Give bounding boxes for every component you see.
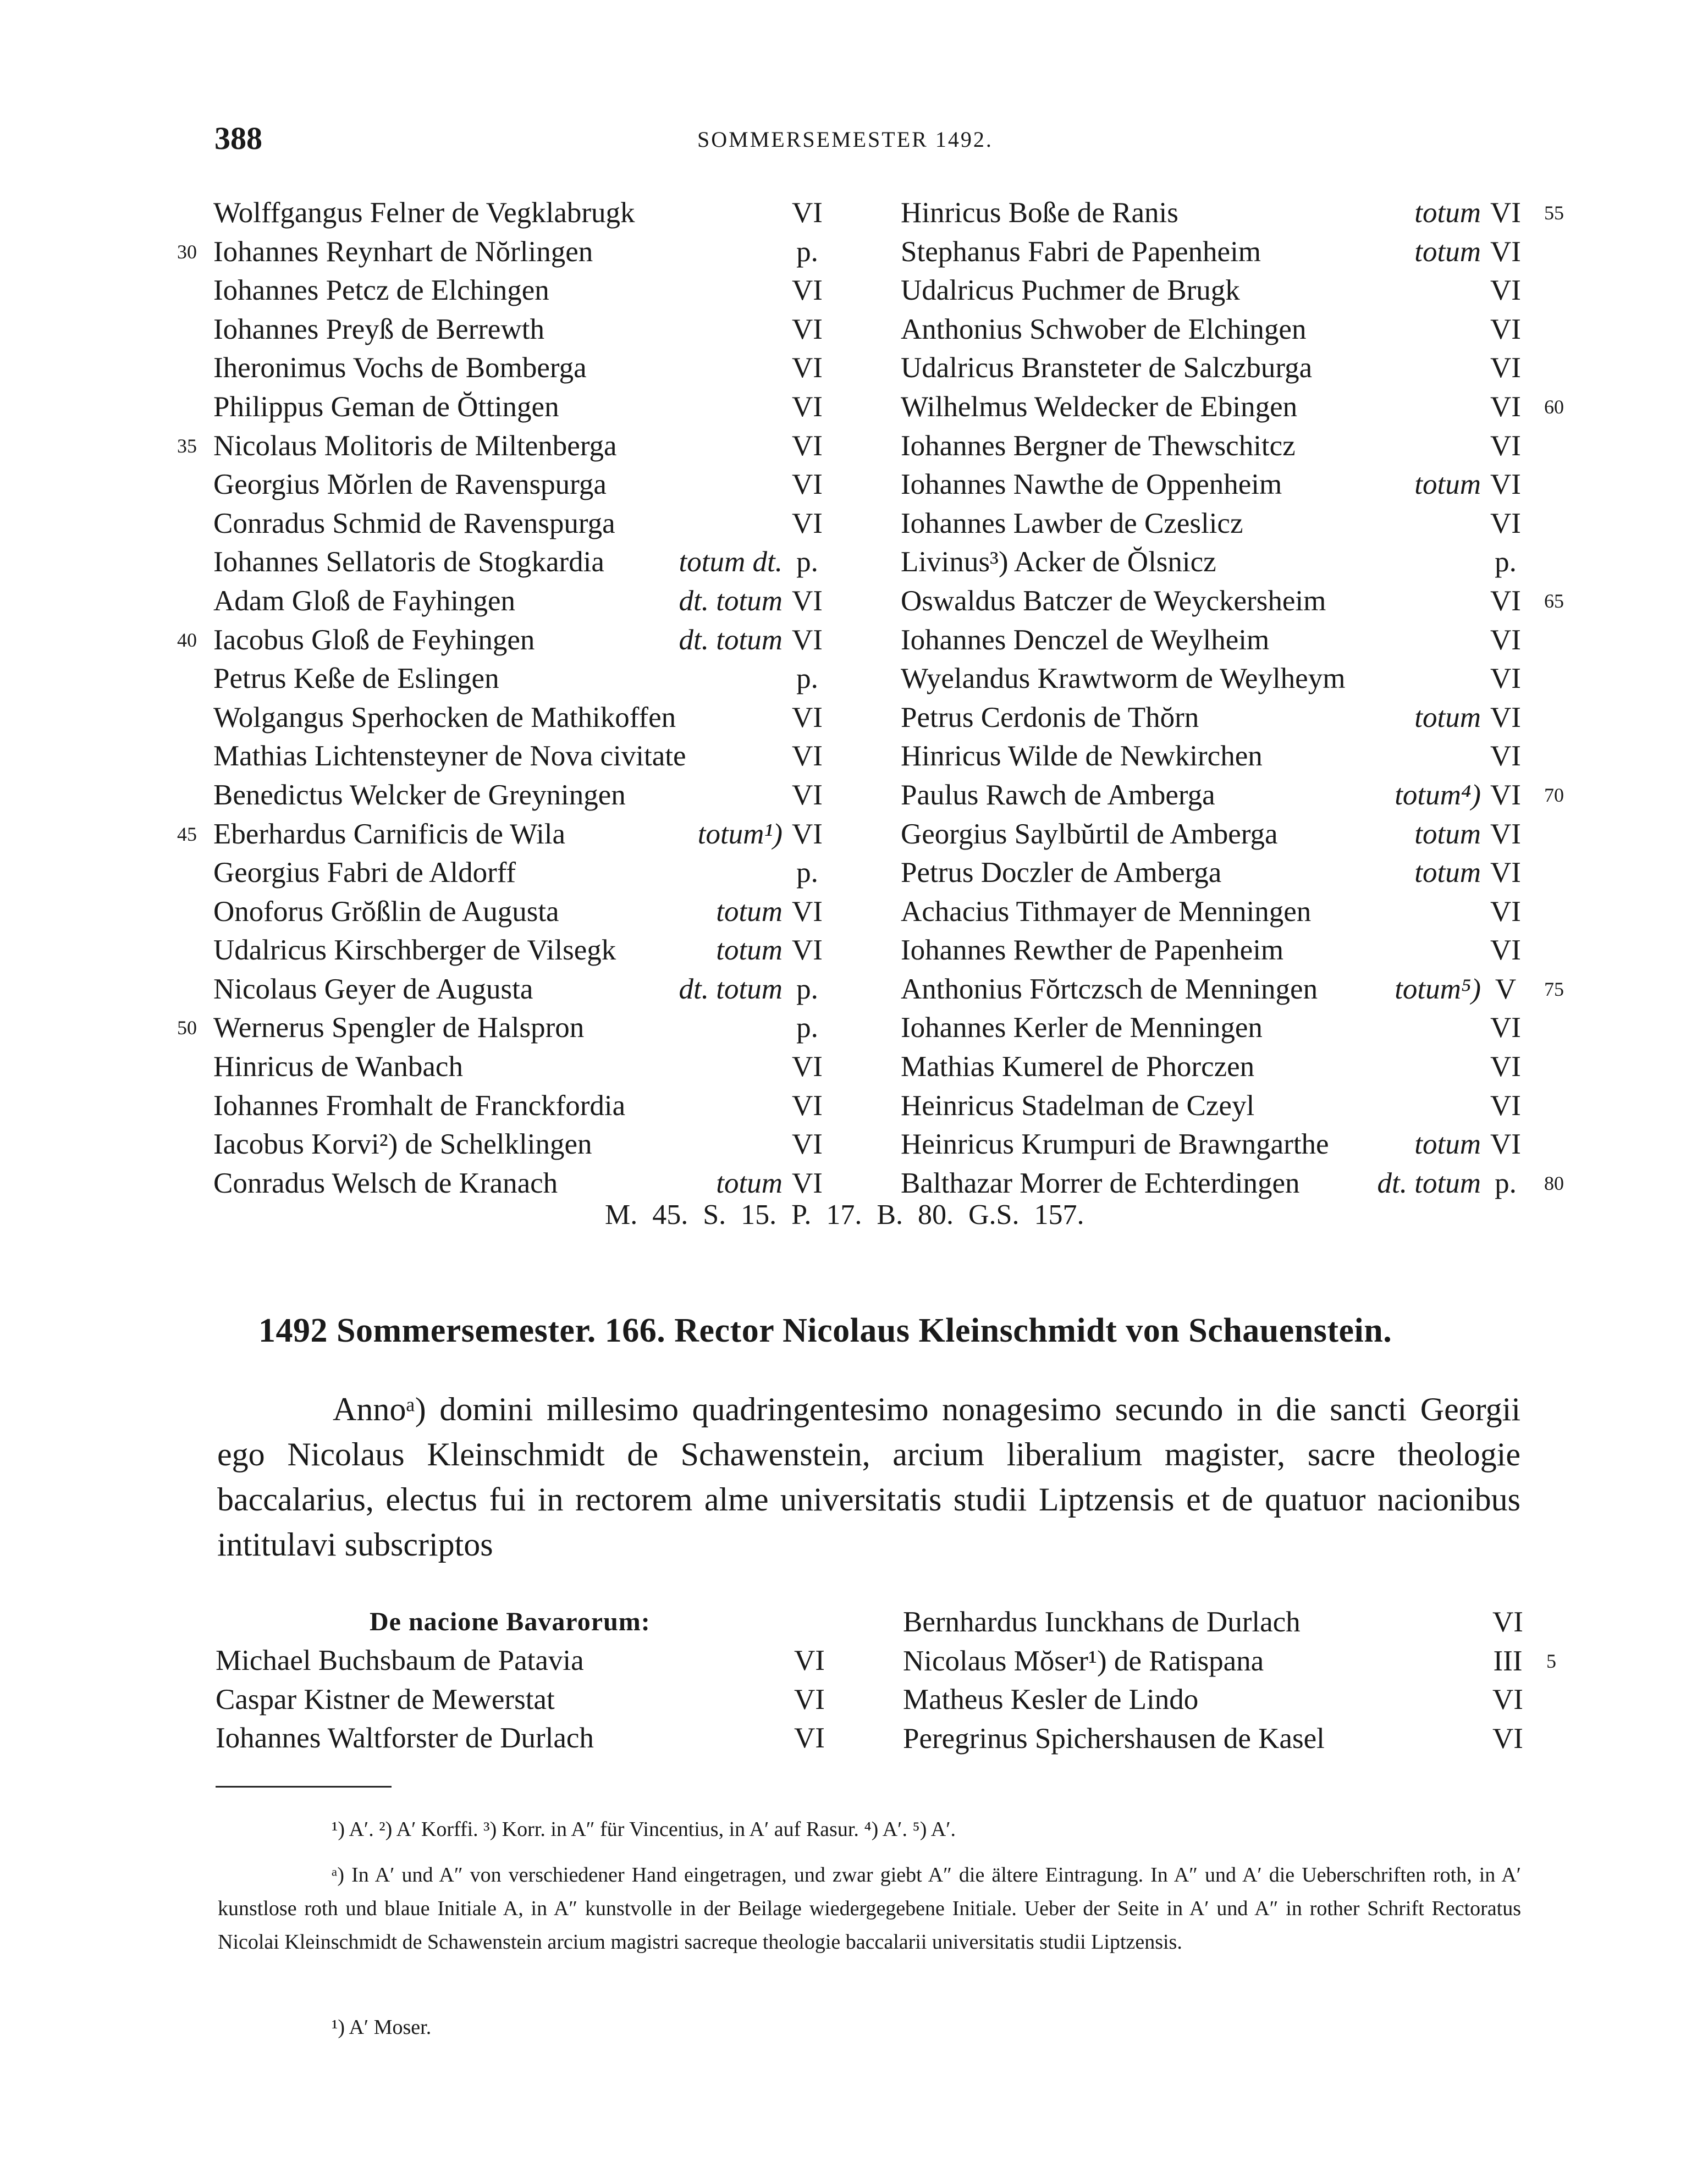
student-name: Georgius Mŏrlen de Ravenspurga — [213, 468, 607, 501]
payment-note: totum — [1414, 818, 1481, 850]
list-item — [903, 1642, 1556, 1681]
fee-value: VI — [792, 390, 823, 423]
fee-value: VI — [1490, 429, 1521, 462]
payment-note: dt. totum — [1377, 1167, 1481, 1199]
student-name: Paulus Rawch de Amberga — [901, 779, 1215, 811]
fee-value: VI — [792, 1167, 823, 1199]
payment-note: totum — [1414, 701, 1481, 733]
payment-note: totum — [716, 1167, 783, 1199]
line-number: 50 — [177, 1017, 197, 1039]
fee-value: VI — [1490, 895, 1521, 928]
fee-value: VI — [794, 1722, 825, 1755]
student-name: Benedictus Welcker de Greyningen — [213, 779, 626, 811]
student-name: Heinricus Krumpuri de Brawngarthe — [901, 1128, 1329, 1161]
student-name: Iohannes Bergner de Thewschitcz — [901, 429, 1296, 462]
list-item — [216, 1641, 831, 1680]
payment-note: totum — [1414, 1128, 1481, 1161]
list-item — [901, 465, 1528, 504]
fee-value: p. — [796, 973, 818, 1005]
fee-value: VI — [792, 274, 823, 307]
list-item — [213, 737, 829, 776]
footnote-second: ¹) A′ Moser. — [332, 2016, 432, 2039]
list-item — [213, 659, 829, 698]
list-item — [213, 1164, 829, 1203]
student-name: Philippus Geman de Ŏttingen — [213, 390, 559, 423]
fee-value: VI — [1490, 818, 1521, 850]
fee-value: VI — [1490, 663, 1521, 695]
list-item — [213, 853, 829, 892]
list-item — [213, 582, 829, 621]
student-name: Anthonius Schwober de Elchingen — [901, 313, 1307, 345]
list-item — [213, 388, 829, 427]
student-name: Iohannes Rewther de Papenheim — [901, 934, 1284, 967]
list-item — [213, 892, 829, 931]
list-item — [213, 1047, 829, 1086]
line-number: 65 — [1544, 589, 1564, 612]
list-item — [213, 465, 829, 504]
fee-value: VI — [1492, 1606, 1523, 1638]
fee-value: VI — [792, 779, 823, 811]
payment-note: totum — [1414, 468, 1481, 501]
student-name: Bernhardus Iunckhans de Durlach — [903, 1606, 1301, 1638]
fee-value: VI — [1490, 1051, 1521, 1083]
payment-note: totum — [716, 934, 783, 967]
list-item — [901, 233, 1528, 272]
student-name: Iohannes Petcz de Elchingen — [213, 274, 549, 307]
list-item — [901, 698, 1528, 737]
list-item — [216, 1719, 831, 1758]
list-item — [213, 698, 829, 737]
totals-summary: M. 45. S. 15. P. 17. B. 80. G.S. 157. — [605, 1199, 1084, 1231]
student-name: Mathias Lichtensteyner de Nova civitate — [213, 740, 686, 773]
payment-note: totum — [1414, 235, 1481, 268]
fee-value: VI — [792, 895, 823, 928]
footnote-a — [218, 1858, 1521, 1959]
list-item — [901, 853, 1528, 892]
list-item — [901, 349, 1528, 388]
payment-note: totum — [1414, 197, 1481, 229]
student-name: Wyelandus Krawtworm de Weylheym — [901, 663, 1346, 695]
fee-value: VI — [792, 1089, 823, 1122]
list-item — [213, 1086, 829, 1126]
list-item — [901, 1125, 1528, 1164]
student-name: Nicolaus Mŏser¹) de Ratispana — [903, 1645, 1264, 1677]
line-number: 70 — [1544, 784, 1564, 806]
student-name: Iohannes Fromhalt de Franckfordia — [213, 1089, 626, 1122]
fee-value: VI — [792, 197, 823, 229]
payment-note: totum — [716, 895, 783, 928]
student-name: Michael Buchsbaum de Patavia — [216, 1645, 584, 1676]
fee-value: VI — [1490, 1089, 1521, 1122]
fee-value: p. — [1495, 1167, 1517, 1199]
nation-heading: De nacione Bavarorum: — [370, 1607, 651, 1636]
fee-value: VI — [792, 818, 823, 850]
student-name: Iohannes Denczel de Weylheim — [901, 624, 1270, 656]
student-name: Udalricus Bransteter de Salczburga — [901, 352, 1313, 384]
fee-value: VI — [792, 1128, 823, 1161]
student-name: Iohannes Waltforster de Durlach — [216, 1722, 594, 1755]
student-name: Iacobus Korvi²) de Schelklingen — [213, 1128, 592, 1161]
nation-left-column — [216, 1603, 831, 1758]
list-right-column — [901, 194, 1564, 1203]
line-number: 75 — [1544, 978, 1564, 1000]
section-heading: 1492 Sommersemester. 166. Rector Nicolaus Kleinschmidt von Schauenstein. — [258, 1312, 1392, 1349]
list-item — [213, 1125, 829, 1164]
student-name: Stephanus Fabri de Papenheim — [901, 235, 1261, 268]
fee-value: VI — [1490, 857, 1521, 889]
fee-value: VI — [1490, 352, 1521, 384]
student-name: Iohannes Nawthe de Oppenheim — [901, 468, 1282, 501]
line-number: 40 — [177, 628, 197, 651]
intro-paragraph — [217, 1387, 1520, 1567]
fee-value: VI — [1492, 1722, 1523, 1755]
line-number: 30 — [177, 240, 197, 263]
list-item — [903, 1680, 1530, 1719]
list-item — [213, 310, 829, 349]
list-item — [901, 310, 1528, 349]
student-name: Matheus Kesler de Lindo — [903, 1684, 1199, 1716]
student-name: Adam Gloß de Fayhingen — [213, 584, 516, 617]
student-name: Peregrinus Spichershausen de Kasel — [903, 1722, 1325, 1755]
footnote-a-text: ᵃ) In A′ und A″ von verschiedener Hand eingetragen, und zwar giebt A″ die ältere Eintragung. In A″ und A′ die Ueberschriften roth, in A′ kunstlose roth und blaue Initiale A, in A″ kunstvolle in der Beilage wiedergegebene Initiale. Ueber der Seite in A′ und A″ in rother Schrift Rectoratus Nicolai Kleinschmidt de Schawenstein arcium magistri sacreque theologie baccalarii universitatis studii Liptzensis. — [218, 1863, 1521, 1954]
line-number: 45 — [177, 823, 197, 845]
fee-value: VI — [792, 701, 823, 733]
fee-value: VI — [1490, 1128, 1521, 1161]
fee-value: VI — [1490, 701, 1521, 733]
list-item — [901, 659, 1528, 698]
page-number: 388 — [214, 120, 262, 156]
list-item — [177, 815, 829, 854]
list-item — [901, 970, 1564, 1009]
fee-value: VI — [1490, 934, 1521, 967]
list-item — [213, 931, 829, 970]
payment-note: totum⁴) — [1395, 779, 1481, 811]
nation-right-column — [903, 1603, 1556, 1758]
fee-value: p. — [796, 235, 818, 268]
list-item — [901, 582, 1564, 621]
list-item — [903, 1603, 1530, 1642]
student-name: Hinricus de Wanbach — [213, 1051, 463, 1083]
list-item — [901, 776, 1564, 815]
list-item — [213, 194, 829, 233]
student-name: Udalricus Puchmer de Brugk — [901, 274, 1240, 307]
student-name: Wilhelmus Weldecker de Ebingen — [901, 390, 1298, 423]
student-name: Nicolaus Molitoris de Miltenberga — [213, 429, 617, 462]
payment-note: totum dt. — [679, 546, 783, 578]
list-item — [213, 543, 829, 582]
student-name: Heinricus Stadelman de Czeyl — [901, 1089, 1255, 1122]
list-item — [213, 776, 829, 815]
student-name: Balthazar Morrer de Echterdingen — [901, 1167, 1300, 1199]
list-item — [901, 737, 1528, 776]
fee-value: VI — [1492, 1684, 1523, 1716]
student-name: Anthonius Fŏrtczsch de Menningen — [901, 973, 1318, 1005]
list-item — [213, 970, 829, 1009]
fee-value: VI — [794, 1645, 825, 1676]
fee-value: p. — [1495, 546, 1517, 578]
fee-value: VI — [792, 352, 823, 384]
list-item — [901, 271, 1528, 310]
fee-value: VI — [794, 1683, 825, 1716]
student-name: Petrus Cerdonis de Thŏrn — [901, 701, 1199, 733]
fee-value: p. — [796, 857, 818, 889]
student-name: Eberhardus Carnificis de Wila — [213, 818, 566, 850]
student-name: Hinricus Wilde de Newkirchen — [901, 740, 1263, 773]
payment-note: dt. totum — [679, 624, 783, 656]
payment-note: totum¹) — [697, 818, 783, 850]
list-left-column — [177, 194, 829, 1203]
student-name: Georgius Fabri de Aldorff — [213, 857, 516, 889]
footnotes-numbered: ¹) A′. ²) A′ Korffi. ³) Korr. in A″ für Vincentius, in A′ auf Rasur. ⁴) A′. ⁵) A′. — [332, 1818, 956, 1841]
list-item — [901, 815, 1528, 854]
fee-value: VI — [792, 468, 823, 501]
student-name: Iohannes Preyß de Berrewth — [213, 313, 544, 345]
student-name: Petrus Keße de Eslingen — [213, 663, 499, 695]
fee-value: p. — [796, 663, 818, 695]
payment-note: dt. totum — [679, 973, 783, 1005]
running-title: SOMMERSEMESTER 1492. — [697, 127, 993, 152]
fee-value: VI — [1490, 313, 1521, 345]
line-number: 5 — [1546, 1650, 1556, 1672]
student-name: Livinus³) Acker de Ŏlsnicz — [901, 546, 1216, 578]
intro-text: Annoᵃ) domini millesimo quadringentesimo nonagesimo secundo in die sancti Georgii ego Nicolaus Kleinschmidt de Schawenstein, arcium liberalium magister, sacre theologie baccalarius, electus fui in rectorem alme universitatis studii Liptzensis et de quatuor nacionibus intitulavi subscriptos — [217, 1391, 1520, 1563]
line-number: 80 — [1544, 1172, 1564, 1194]
list-item — [901, 1164, 1564, 1203]
footnote-rule — [216, 1786, 392, 1788]
student-name: Oswaldus Batczer de Weyckersheim — [901, 584, 1326, 617]
fee-value: V — [1495, 973, 1517, 1005]
list-item — [901, 621, 1528, 660]
list-item — [213, 271, 829, 310]
fee-value: VI — [792, 934, 823, 967]
student-name: Nicolaus Geyer de Augusta — [213, 973, 533, 1005]
student-name: Onoforus Grŏßlin de Augusta — [213, 895, 559, 928]
list-item — [216, 1680, 831, 1719]
student-name: Conradus Schmid de Ravenspurga — [213, 507, 615, 539]
fee-value: VI — [1490, 1012, 1521, 1044]
list-item — [177, 1008, 829, 1047]
line-number: 60 — [1544, 395, 1564, 418]
nation-left-rows — [216, 1641, 831, 1758]
fee-value: VI — [1490, 740, 1521, 773]
list-item — [901, 504, 1528, 543]
list-item — [903, 1719, 1530, 1758]
fee-value: VI — [792, 429, 823, 462]
line-number: 35 — [177, 434, 197, 457]
list-item — [901, 427, 1528, 466]
student-name: Conradus Welsch de Kranach — [213, 1167, 558, 1199]
fee-value: VI — [1490, 390, 1521, 423]
fee-value: III — [1493, 1645, 1523, 1677]
fee-value: VI — [792, 313, 823, 345]
fee-value: VI — [1490, 235, 1521, 268]
list-item — [901, 543, 1528, 582]
student-name: Caspar Kistner de Mewerstat — [216, 1683, 555, 1716]
student-name: Achacius Tithmayer de Menningen — [901, 895, 1312, 928]
student-name: Iohannes Reynhart de Nŏrlingen — [213, 235, 593, 268]
list-item — [177, 427, 829, 466]
list-item — [901, 1008, 1528, 1047]
list-item — [901, 388, 1564, 427]
fee-value: VI — [1490, 624, 1521, 656]
payment-note: totum⁵) — [1395, 973, 1481, 1005]
list-item — [213, 349, 829, 388]
fee-value: VI — [1490, 779, 1521, 811]
fee-value: VI — [792, 740, 823, 773]
fee-value: p. — [796, 1012, 818, 1044]
student-name: Iheronimus Vochs de Bomberga — [213, 352, 587, 384]
student-name: Hinricus Boße de Ranis — [901, 197, 1178, 229]
fee-value: VI — [1490, 197, 1521, 229]
fee-value: VI — [792, 624, 823, 656]
student-name: Iohannes Sellatoris de Stogkardia — [213, 546, 604, 578]
fee-value: VI — [1490, 584, 1521, 617]
fee-value: VI — [792, 507, 823, 539]
list-item — [901, 931, 1528, 970]
payment-note: dt. totum — [679, 584, 783, 617]
list-item — [177, 621, 829, 660]
student-name: Iacobus Gloß de Feyhingen — [213, 624, 535, 656]
fee-value: VI — [792, 584, 823, 617]
list-item — [901, 1086, 1528, 1126]
list-item — [213, 504, 829, 543]
list-item — [177, 233, 829, 272]
list-item — [901, 892, 1528, 931]
student-name: Iohannes Kerler de Menningen — [901, 1012, 1263, 1044]
line-number: 55 — [1544, 202, 1564, 224]
fee-value: p. — [796, 546, 818, 578]
student-name: Iohannes Lawber de Czeslicz — [901, 507, 1243, 539]
fee-value: VI — [792, 1051, 823, 1083]
student-name: Mathias Kumerel de Phorczen — [901, 1051, 1255, 1083]
student-name: Wolgangus Sperhocken de Mathikoffen — [213, 701, 676, 733]
list-item — [901, 194, 1564, 233]
student-name: Georgius Saylbŭrtil de Amberga — [901, 818, 1278, 850]
student-name: Udalricus Kirschberger de Vilsegk — [213, 934, 616, 967]
list-item — [901, 1047, 1528, 1086]
student-name: Petrus Doczler de Amberga — [901, 857, 1222, 889]
fee-value: VI — [1490, 468, 1521, 501]
student-name: Wolffgangus Felner de Vegklabrugk — [213, 197, 635, 229]
fee-value: VI — [1490, 274, 1521, 307]
payment-note: totum — [1414, 857, 1481, 889]
fee-value: VI — [1490, 507, 1521, 539]
student-name: Wernerus Spengler de Halspron — [213, 1012, 585, 1044]
